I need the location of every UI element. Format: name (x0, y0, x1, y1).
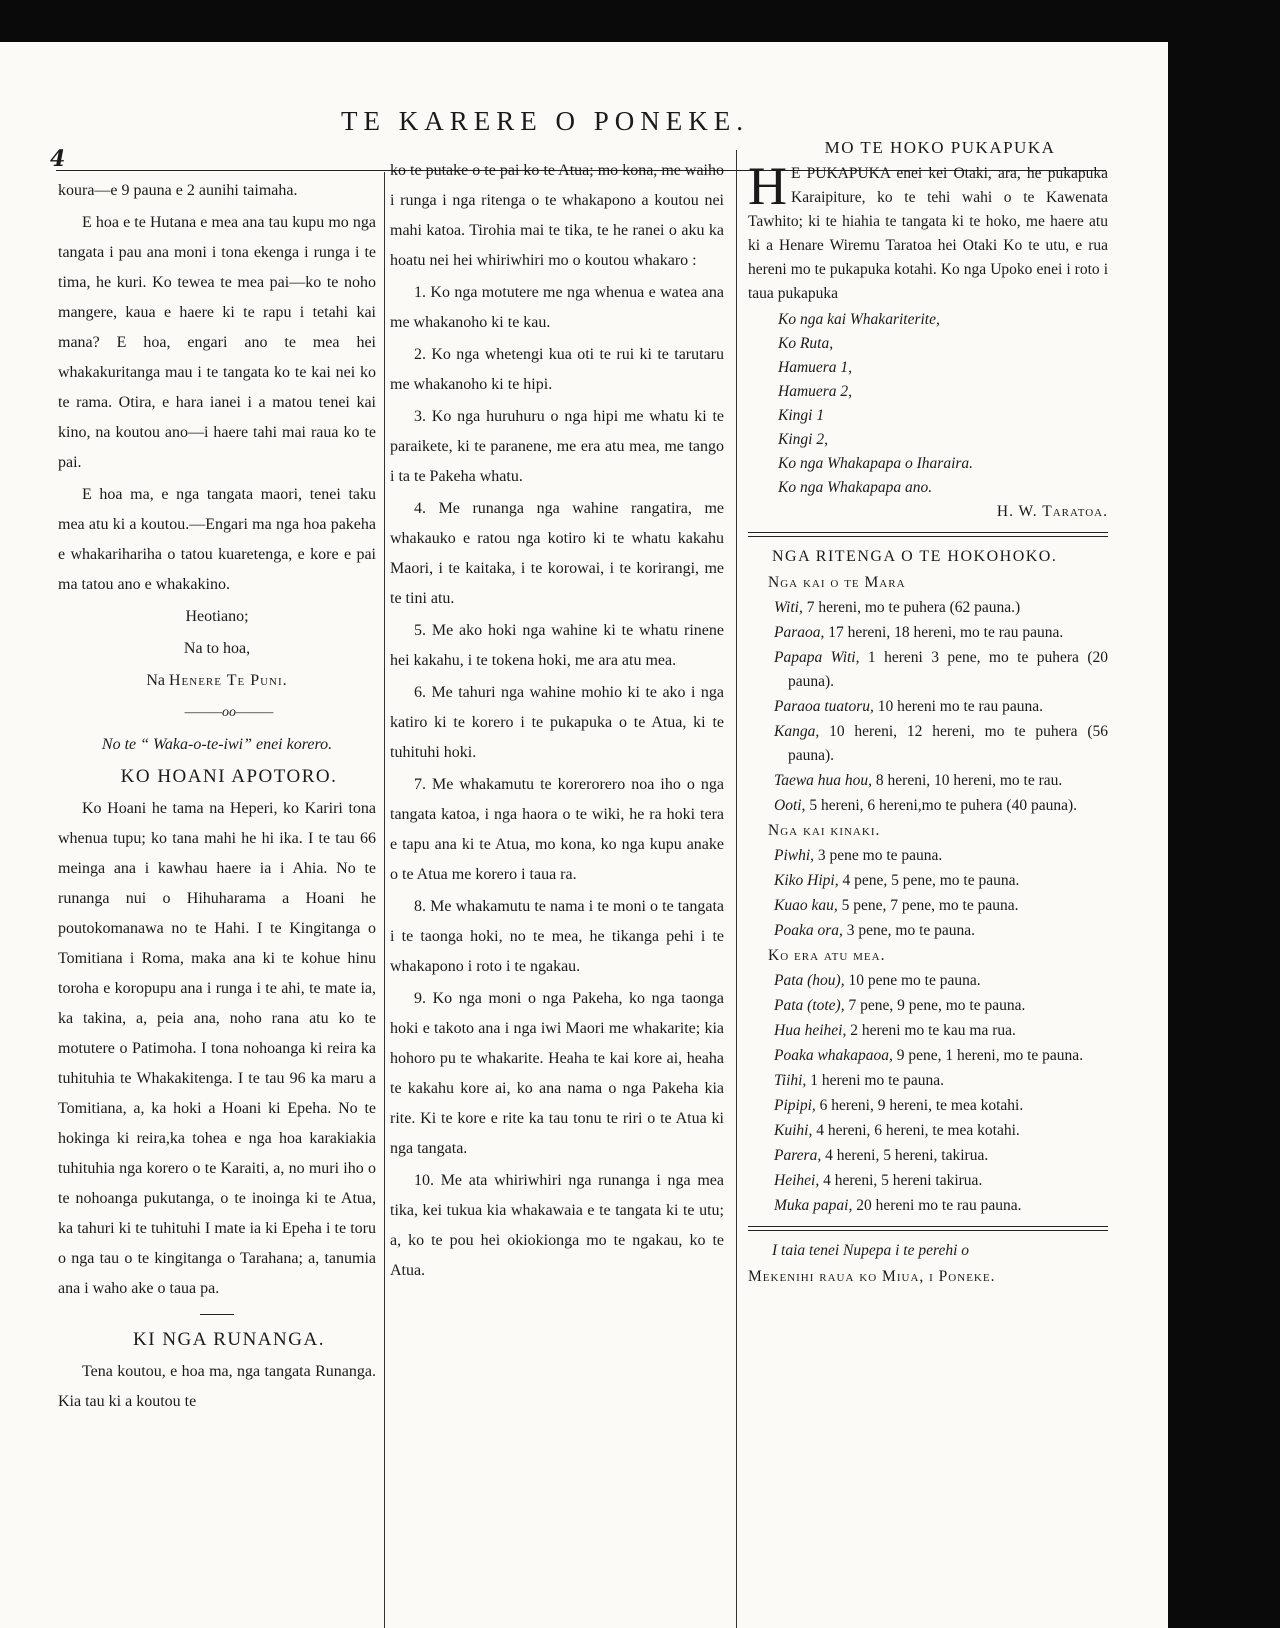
column-rule-right (736, 150, 737, 1628)
price-row: Taewa hua hou, 8 hereni, 10 hereni, mo te rau. (774, 772, 1063, 789)
price-row: Tiihi, 1 hereni mo te pauna. (774, 1072, 945, 1089)
notice-signature: H. W. Taratoa. (996, 503, 1108, 520)
signature-name: Henere Te Puni. (169, 672, 288, 689)
price-row: Parera, 4 hereni, 5 hereni, takirua. (774, 1147, 989, 1164)
list-item: Ko Ruta, (778, 335, 834, 352)
source-note: No te “ Waka-o-te-iwi” enei korero. (101, 736, 333, 753)
masthead-title: TE KARERE O PONEKE. (341, 106, 749, 136)
column-2 (390, 156, 724, 1288)
price-section-title: Nga kai kinaki. (768, 822, 881, 839)
price-row: Piwhi, 3 pene mo te pauna. (774, 847, 943, 864)
drop-cap: H (748, 156, 787, 216)
price-section-title: Ko era atu mea. (768, 947, 886, 964)
double-rule (748, 532, 1108, 537)
price-row: Witi, 7 hereni, mo te puhera (62 pauna.) (774, 599, 1021, 616)
price-row: Pata (hou), 10 pene mo te pauna. (774, 972, 981, 989)
signature-prefix: Na (146, 672, 165, 689)
price-row: Pipipi, 6 hereni, 9 hereni, te mea kotahi. (774, 1097, 1024, 1114)
imprint-line: I taia tenei Nupepa i te perehi o (772, 1242, 970, 1259)
price-row: Muka papai, 20 hereni mo te rau pauna. (774, 1197, 1022, 1214)
numbered-item: 10. Me ata whiriwhiri nga runanga i nga mea tika, kei tukua kia whakawaia e te tangata ki te utu; a, ko te pou hei okiokionga mo te ngakau, ko te Atua. (390, 1172, 724, 1279)
numbered-item: 1. Ko nga motutere me nga whenua e watea ana me whakanoho ki te kau. (390, 284, 724, 331)
price-row: Poaka whakapaoa, 9 pene, 1 hereni, mo te pauna. (774, 1047, 1084, 1064)
price-row: Kanga, 10 hereni, 12 hereni, mo te puhera (56 pauna). (774, 723, 1108, 764)
price-row: Pata (tote), 7 pene, 9 pene, mo te pauna. (774, 997, 1026, 1014)
numbered-item: 6. Me tahuri nga wahine mohio ki te ako i nga katiro ki te korero i te pukapuka o te Atua, ki te tuhituhi hoki. (390, 684, 724, 761)
list-item: Kingi 1 (778, 407, 825, 424)
numbered-item: 8. Me whakamutu te nama i te moni o te tangata i te taonga hoki, no te mea, he tikanga pehi i te whakapono i roto i te ngakau. (390, 898, 724, 975)
book-list (748, 308, 1108, 500)
numbered-item: 2. Ko nga whetengi kua oti te rui ki te tarutaru me whakanoho ki te hipi. (390, 346, 724, 393)
prices-heading: NGA RITENGA O TE HOKOHOKO. (772, 548, 1058, 565)
column-3 (748, 136, 1108, 1291)
numbered-item: 4. Me runanga nga wahine rangatira, me whakauko e ratou nga kotiro ki te whatu kakahu Maori, i te kaitaka, i te korowai, i te korirangi, me te tini atu. (390, 500, 724, 607)
numbered-item: 9. Ko nga moni o nga Pakeha, ko nga taonga hoki e takoto ana i nga iwi Maori me whakarite; kia hohoro pu te whakarite. Heaha te kai kore ai, heaha te kakahu kore ai, ko ana nama o nga Pakeha kia rite. Ki te kore e rite ka tau tonu te riri o te Atua ki nga tangata. (390, 990, 724, 1157)
article-text: Tena koutou, e hoa ma, nga tangata Runanga. Kia tau ki a koutou te (58, 1363, 376, 1410)
numbered-item: 3. Ko nga huruhuru o nga hipi me whatu ki te paraikete, ki te paranene, me era atu mea, me tango i ta te Pakeha whatu. (390, 408, 724, 485)
price-section-title: Nga kai o te Mara (768, 574, 906, 591)
page-number: 4 (50, 146, 66, 172)
list-item: Kingi 2, (778, 431, 828, 448)
divider (200, 1314, 234, 1315)
article-text: ko te putake o te pai ko te Atua; mo kona, me waiho i runga i nga ritenga o te whakapono a koutou nei mahi katoa. Tirohia mai te tika, te he ranei o aku ka hoatu nei hei whiriwhiri mo o koutou whakaro : (390, 162, 724, 269)
price-row: Kuihi, 4 hereni, 6 hereni, te mea kotahi. (774, 1122, 1020, 1139)
price-row: Ooti, 5 hereni, 6 hereni,mo te puhera (40 pauna). (774, 797, 1078, 814)
list-item: Hamuera 2, (778, 383, 853, 400)
scanner-right-border (1168, 30, 1280, 1628)
imprint-line: Mekenihi raua ko Miua, i Poneke. (748, 1268, 996, 1285)
numbered-item: 5. Me ako hoki nga wahine ki te whatu rinene hei kakahu, i te tokena hoki, me ara atu mea. (390, 622, 724, 669)
price-row: Paraoa tuatoru, 10 hereni mo te rau pauna. (774, 698, 1044, 715)
list-item: Ko nga Whakapapa ano. (778, 479, 933, 496)
price-row: Kiko Hipi, 4 pene, 5 pene, mo te pauna. (774, 872, 1020, 889)
price-list (748, 571, 1108, 1218)
column-1 (58, 176, 376, 1419)
letter-signature (58, 666, 376, 696)
price-row: Paraoa, 17 hereni, 18 hereni, mo te rau pauna. (774, 624, 1064, 641)
column-rule-left (384, 172, 385, 1628)
price-row: Papapa Witi, 1 hereni 3 pene, mo te puhera (20 pauna). (774, 649, 1108, 690)
list-item: Hamuera 1, (778, 359, 853, 376)
article-text: koura—e 9 pauna e 2 aunihi taimaha. (58, 182, 298, 199)
price-row: Hua heihei, 2 hereni mo te kau ma rua. (774, 1022, 1016, 1039)
list-item: Ko nga kai Whakariterite, (778, 311, 940, 328)
article-text: Ko Hoani he tama na Heperi, ko Kariri tona whenua tupu; ko tana mahi he hi ika. I te tau 66 meinga ana i kawhau haere ia i Ahia. No te runanga nui o Hihuharama a Hoani he poutokomanawa no te Hahi. I te Kingitanga o Tomitiana i Roma, maka ana ki te kohue hinu toroha e koropupu ana i runga i te ahi, te mate ia, ka takina, a, peia ana, noho rana atu ko te motutere o Patimoha. I tona nohoanga ki reira ka tuhituhia te Whakakitenga. I te tau 96 ka maru a Tomitiana, a, ka hoki a Hoani ki Epeha. No te hokinga ki reira,ka tohea e nga hoa karakiakia tuhituhia nga korero o te Karaiti, a, no muri iho o te nohoanga pukutanga, o te inoinga ki te Atua, ka tahuri ki te tuhituhi I mate ia ki Epeha i te toru o nga tau o te kingitanga o Tarahana; a, tanumia ana i waho ake o taua pa. (58, 800, 376, 1297)
letter-closing: Heotiano; (185, 608, 249, 625)
letter-closing: Na to hoa, (183, 640, 251, 657)
article-heading: KO HOANI APOTORO. (120, 766, 338, 787)
article-text: E hoa ma, e nga tangata maori, tenei taku mea atu ki a koutou.—Engari ma nga hoa pakeha e whakarihariha o tatou kuaretenga, e kore e pai ma tatou ano e whakakino. (58, 486, 376, 593)
scanner-top-border (0, 0, 1280, 42)
price-row: Heihei, 4 hereni, 5 hereni takirua. (774, 1172, 983, 1189)
notice-text: H E PUKAPUKA enei kei Otaki, ara, he pukapuka Karaipiture, ko te tehi wahi o te Kawenata Tawhito; ki te hiahia te tangata ki te hoko, me haere atu ki a Henare Wiremu Taratoa hei Otaki Ko te utu, e rua hereni mo te pukapuka kotahi. Ko nga Upoko enei i roto i taua pukapuka (748, 156, 1108, 302)
price-row: Kuao kau, 5 pene, 7 pene, mo te pauna. (774, 897, 1019, 914)
numbered-item: 7. Me whakamutu te korerorero noa iho o nga tangata katoa, i nga haora o te wiki, he ra hoki tera e tapu ana ki te Atua, mo kona, ko nga kupu anake o te Atua me korero i taua ra. (390, 776, 724, 883)
list-item: Ko nga Whakapapa o Iharaira. (778, 455, 974, 472)
article-text: E hoa e te Hutana e mea ana tau kupu mo nga tangata i pau ana moni i tona ekenga i runga i te tima, he kuri. Ko tewea te mea pai—ko te noho mangere, kaua e haere ki te rapu i tetahi kai mana? E hoa, engari ano te mea hei whakakuritanga mau i te tangata ko te kai nei ko te rama. Otira, e hara ianei i a matou tenei kai kino, na koutou ano—i haere tahi mai raua ko te pai. (58, 214, 376, 471)
price-row: Poaka ora, 3 pene, mo te pauna. (774, 922, 976, 939)
notice-heading: MO TE HOKO PUKAPUKA (824, 138, 1056, 157)
divider: ———oo——— (184, 705, 274, 720)
article-heading: KI NGA RUNANGA. (133, 1329, 325, 1350)
double-rule (748, 1226, 1108, 1231)
